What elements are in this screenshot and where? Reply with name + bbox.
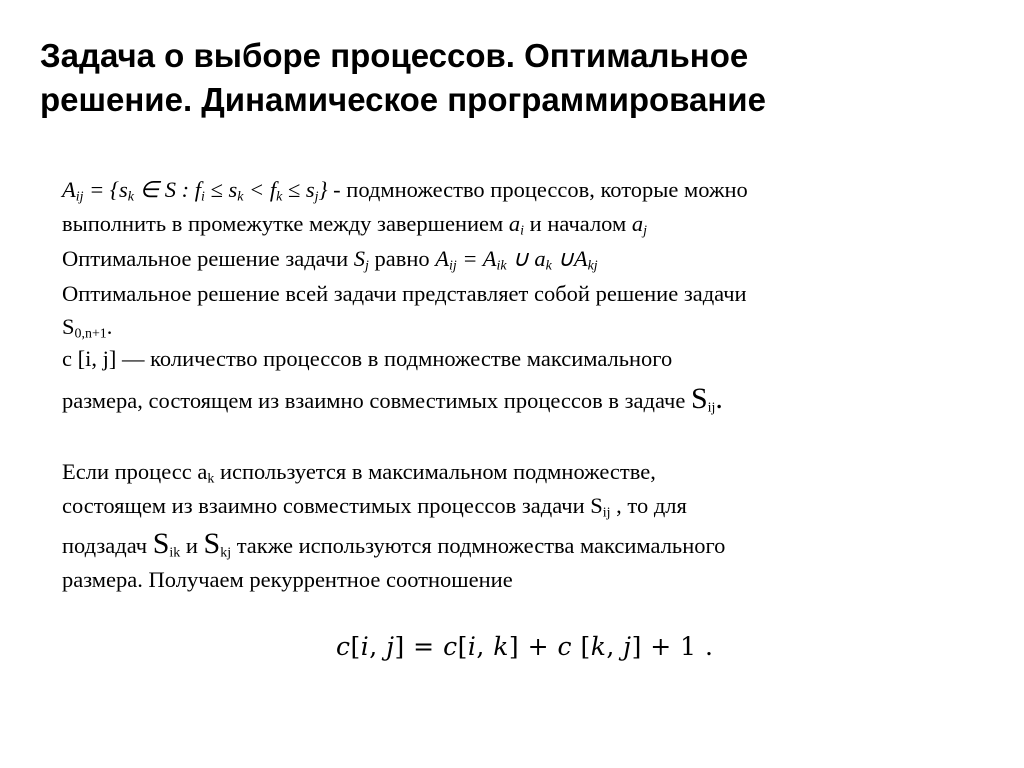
subproblem-line-4: [62, 566, 513, 594]
formula-term: c: [336, 632, 351, 661]
body-text: - подмножество процессов, которые можно: [327, 177, 748, 202]
whole-problem-line-2: [62, 313, 112, 348]
math-subscript: ik: [496, 258, 507, 274]
body-text: размера. Получаем рекуррентное соотношение: [62, 567, 513, 592]
math-subscript: i: [520, 223, 525, 239]
math-operator: ≤ s: [204, 177, 238, 202]
optimal-solution-line: [62, 245, 598, 280]
math-operator: ∈ S :: [133, 177, 195, 202]
math-subscript: k: [276, 189, 283, 205]
formula-term: j: [623, 632, 632, 661]
math-operator: .: [715, 382, 723, 415]
math-subscript: k: [127, 189, 134, 205]
formula-term: i: [467, 632, 477, 661]
math-symbol: S: [353, 246, 365, 271]
math-subscript: ij: [449, 258, 457, 274]
math-subscript: ij: [602, 505, 611, 521]
math-subscript: k: [545, 258, 552, 274]
body-text: Оптимальное решение задачи: [62, 246, 354, 271]
body-text: Если процесс a: [62, 459, 208, 484]
formula-operator: =: [404, 632, 444, 661]
body-text: выполнить в промежутке между завершением: [62, 211, 509, 236]
formula-term: i: [360, 632, 370, 661]
formula-term: c: [443, 632, 458, 661]
formula-operator: .: [696, 632, 714, 661]
math-subscript: kj: [587, 258, 598, 274]
math-symbol: s: [118, 177, 128, 202]
formula-term: j: [386, 632, 395, 661]
formula-term: k: [590, 632, 607, 661]
body-text: также используются подмножества максимального: [231, 533, 726, 558]
formula-operator: ,: [476, 632, 494, 661]
recurrence-formula: [336, 630, 713, 664]
math-symbol: A: [435, 246, 450, 271]
formula-operator: +: [641, 632, 681, 661]
formula-operator: ,: [606, 632, 624, 661]
body-text: подзадач: [62, 533, 153, 558]
math-subscript: k: [237, 189, 244, 205]
math-operator: ∪ a: [506, 246, 546, 271]
body-text: c [i, j] — количество процессов в подмножестве максимального: [62, 346, 673, 371]
math-symbol: S: [152, 527, 170, 560]
math-operator: .: [106, 314, 113, 339]
body-text: используется в максимальном подмножестве,: [214, 459, 656, 484]
whole-problem-line-1: [62, 280, 747, 308]
formula-term: k: [493, 632, 509, 661]
math-symbol: S: [203, 527, 221, 560]
math-symbol: a: [631, 211, 644, 236]
body-text: и: [180, 533, 204, 558]
formula-operator: +: [519, 632, 558, 661]
body-text: и началом: [524, 211, 632, 236]
formula-bracket: ]: [508, 632, 520, 661]
definition-line-1: [62, 176, 748, 211]
math-subscript: ik: [169, 545, 181, 561]
body-text: размера, состоящем из взаимно совместимых процессов в задаче: [62, 388, 691, 413]
math-subscript: j: [314, 189, 319, 205]
math-operator: ∪A: [551, 246, 588, 271]
definition-line-2: [62, 210, 647, 245]
math-symbol: S: [690, 382, 708, 415]
math-symbol: f: [194, 177, 201, 202]
formula-bracket: [: [572, 632, 591, 661]
math-subscript: j: [364, 258, 369, 274]
subproblem-line-1: [62, 458, 656, 493]
math-symbol: A: [62, 177, 76, 202]
body-text: равно: [368, 246, 436, 271]
subproblem-line-3: [62, 527, 726, 567]
body-text: Оптимальное решение всей задачи представляет собой решение задачи: [62, 281, 747, 306]
math-subscript: 0,n+1: [74, 326, 107, 342]
math-subscript: ij: [707, 400, 716, 416]
math-operator: ≤ s: [282, 177, 315, 202]
formula-bracket: [: [457, 632, 468, 661]
math-symbol: a: [508, 211, 521, 236]
math-subscript: i: [201, 189, 205, 205]
slide-title: [40, 34, 1000, 122]
title-line-1: Задача о выборе процессов. Оптимальное: [40, 37, 749, 74]
math-subscript: k: [207, 471, 215, 487]
math-operator: < f: [243, 177, 277, 202]
math-subscript: kj: [220, 545, 232, 561]
title-line-2: решение. Динамическое программирование: [40, 81, 766, 118]
math-operator: }: [318, 177, 328, 202]
count-definition-line-1: [62, 345, 672, 373]
math-symbol: S: [62, 314, 75, 339]
math-subscript: j: [643, 223, 647, 239]
formula-bracket: [: [350, 632, 361, 661]
formula-term: c: [557, 632, 573, 661]
math-operator: = A: [456, 246, 497, 271]
formula-bracket: ]: [631, 632, 642, 661]
formula-operator: ,: [369, 632, 387, 661]
formula-term: 1: [680, 632, 697, 661]
math-operator: = {: [83, 177, 119, 202]
body-text: , то для: [610, 493, 687, 518]
subproblem-line-2: [62, 492, 687, 527]
formula-bracket: ]: [394, 632, 405, 661]
math-subscript: ij: [75, 189, 84, 205]
body-text: состоящем из взаимно совместимых процессов задачи S: [62, 493, 603, 518]
count-definition-line-2: [62, 382, 723, 422]
